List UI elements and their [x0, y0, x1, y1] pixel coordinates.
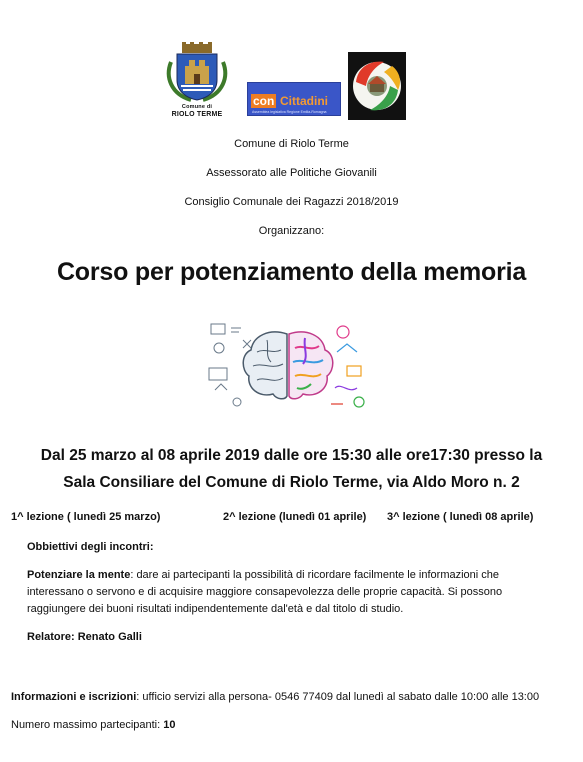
max-participants-value: 10 — [163, 719, 176, 731]
comune-label-big: RIOLO TERME — [171, 111, 223, 118]
info-line — [11, 689, 576, 706]
comune-label-small: Comune di — [181, 104, 213, 110]
concittadini-con-text: con — [253, 94, 275, 108]
ccr-emblem-icon — [348, 52, 406, 120]
page-title: Corso per potenziamento della memoria — [56, 258, 527, 286]
concittadini-logo — [247, 82, 341, 122]
info-text: : ufficio servizi alla persona- 0546 77409 dal lunedì al sabato dalle 10:00 alle 13:00 — [136, 691, 540, 703]
header-comune: Comune di Riolo Terme — [234, 138, 349, 150]
header-consiglio: Consiglio Comunale dei Ragazzi 2018/2019 — [184, 196, 399, 208]
coat-of-arms-icon — [163, 42, 231, 104]
brain-icon — [207, 318, 369, 413]
concittadini-cittadini-text: Cittadini — [280, 94, 328, 108]
objectives-text-line-2: interessano o servono e di acquisire maggiore consapevolezza delle proprie capacità. Si possono — [27, 586, 503, 598]
lesson-3: 3^ lezione ( lunedì 08 aprile) — [387, 511, 534, 523]
max-participants-label: Numero massimo partecipanti: — [11, 719, 164, 731]
dates-line-1: Dal 25 marzo al 08 aprile 2019 dalle ore 15:30 alle ore17:30 presso la — [40, 447, 543, 464]
objectives-text-line-3: raggiungere dei buoni risultati indipendentemente dal'età e dal titolo di studio. — [27, 603, 404, 615]
lesson-1: 1^ lezione ( lunedì 25 marzo) — [11, 511, 161, 523]
speaker: Relatore: Renato Galli — [27, 631, 142, 643]
max-participants — [11, 717, 541, 734]
objectives-paragraph — [27, 567, 557, 618]
objectives-heading: Obbiettivi degli incontri: — [27, 541, 154, 553]
ccr-logo — [348, 52, 406, 120]
header-organizzano: Organizzano: — [258, 225, 325, 237]
dates-line-2: Sala Consiliare del Comune di Riolo Terme, via Aldo Moro n. 2 — [63, 474, 520, 491]
info-bold-lead: Informazioni e iscrizioni — [11, 691, 137, 703]
brain-illustration — [207, 318, 369, 413]
concittadini-box — [247, 82, 341, 116]
objectives-bold-lead: Potenziare la mente — [27, 569, 131, 581]
comune-riolo-terme-logo — [163, 42, 231, 122]
objectives-text-line-1: : dare ai partecipanti la possibilità di ricordare facilmente le informazioni che — [130, 569, 500, 581]
concittadini-subtitle: Assemblea legislativa Regione Emilia-Romagna — [252, 110, 327, 114]
lesson-2: 2^ lezione (lunedì 01 aprile) — [223, 511, 367, 523]
header-assessorato: Assessorato alle Politiche Giovanili — [206, 167, 377, 179]
